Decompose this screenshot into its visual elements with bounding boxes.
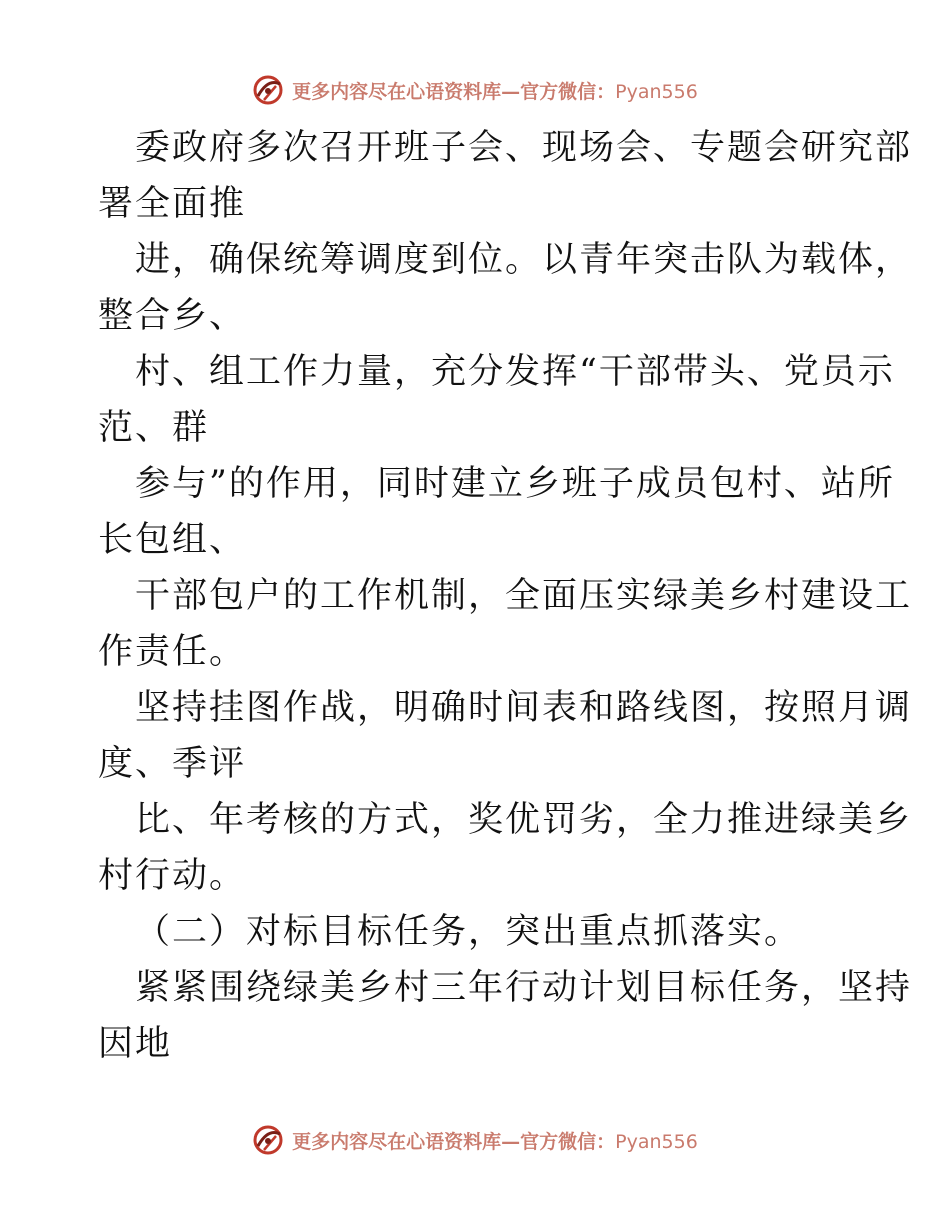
text-line: 紧紧围绕绿美乡村三年行动计划目标任务，坚持 — [135, 968, 913, 1008]
text-line: 整合乡、 — [98, 296, 247, 336]
banner-wechat-id: Pyan556 — [615, 80, 698, 103]
document-body — [98, 120, 913, 1072]
text-line: 署全面推 — [98, 184, 247, 224]
text-line: 干部包户的工作机制，全面压实绿美乡村建设工 — [135, 576, 913, 616]
text-line: 村、组工作力量，充分发挥“干部带头、党员示 — [135, 352, 895, 392]
brand-logo-icon — [252, 1124, 284, 1156]
footer-watermark-banner — [0, 1120, 950, 1160]
brand-logo-icon — [252, 74, 284, 106]
banner-text — [292, 1127, 698, 1154]
text-line: （二）对标目标任务，突出重点抓落实。 — [135, 912, 802, 952]
header-watermark-banner — [0, 70, 950, 110]
banner-label: 更多内容尽在心语资料库—官方微信： — [292, 80, 616, 103]
banner-label: 更多内容尽在心语资料库—官方微信： — [292, 1130, 616, 1153]
banner-wechat-id: Pyan556 — [615, 1130, 698, 1153]
banner-text — [292, 77, 698, 104]
text-line: 长包组、 — [98, 520, 247, 560]
text-line: 村行动。 — [98, 856, 247, 896]
text-line: 范、群 — [98, 408, 210, 448]
text-line: 度、季评 — [98, 744, 247, 784]
text-line: 参与”的作用，同时建立乡班子成员包村、站所 — [135, 464, 895, 504]
text-line: 作责任。 — [98, 632, 247, 672]
text-line: 进，确保统筹调度到位。以青年突击队为载体， — [135, 240, 913, 280]
text-line: 因地 — [98, 1024, 173, 1064]
text-line: 坚持挂图作战，明确时间表和路线图，按照月调 — [135, 688, 913, 728]
text-line: 委政府多次召开班子会、现场会、专题会研究部 — [135, 128, 913, 168]
text-line: 比、年考核的方式，奖优罚劣，全力推进绿美乡 — [135, 800, 913, 840]
